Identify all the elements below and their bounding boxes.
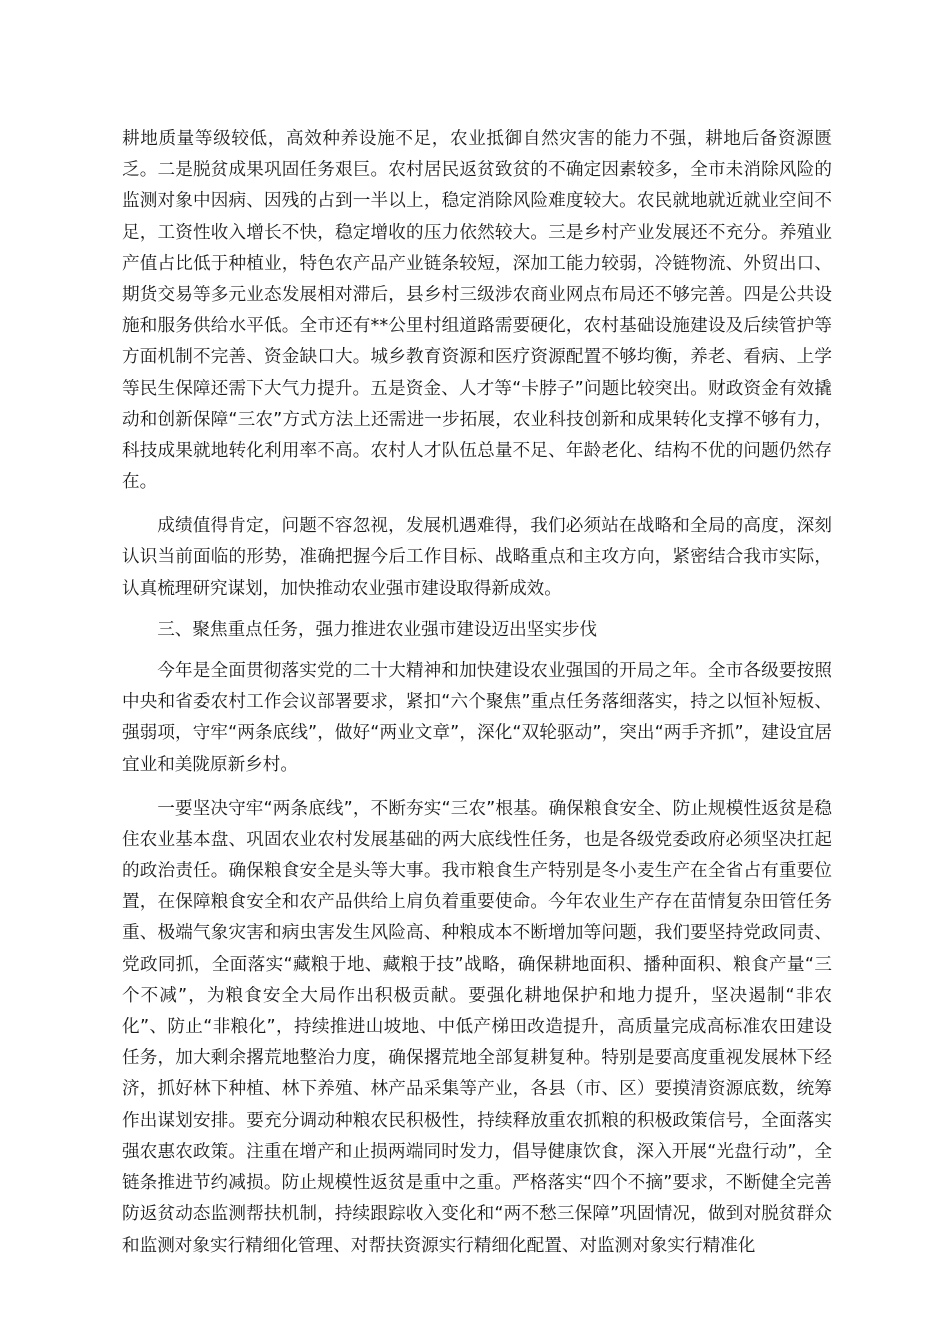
section-heading: 三、聚焦重点任务，强力推进农业强市建设迈出坚实步伐 bbox=[157, 619, 598, 640]
paragraph-task-one: 一要坚决守牢“两条底线”，不断夯实“三农”根基。确保粮食安全、防止规模性返贫是稳住农业基本盘、巩固农业农村发展基础的两大底线性任务，也是各级党委政府必须坚决扛起的政治责任。确保粮食安全是头等大事。我市粮食生产特别是冬小麦生产在全省占有重要位置，在保障粮食安全和农产品供给上肩负着重要使命。今年农业生产存在苗情复杂田管任务重、极端气象灾害和病虫害发生风险高、种粮成本不断增加等问题，我们要坚持党政同责、党政同抓，全面落实“藏粮于地、藏粮于技”战略，确保耕地面积、播种面积、粮食产量“三个不减”，为粮食安全大局作出积极贡献。要强化耕地保护和地力提升，坚决遏制“非农化”、防止“非粮化”，持续推进山坡地、中低产梯田改造提升，高质量完成高标准农田建设任务，加大剩余撂荒地整治力度，确保撂荒地全部复耕复种。特别是要高度重视发展林下经济，抓好林下种植、林下养殖、林产品采集等产业，各县（市、区）要摸清资源底数，统筹作出谋划安排。要充分调动种粮农民积极性，持续释放重农抓粮的积极政策信号，全面落实强农惠农政策。注重在增产和止损两端同时发力，倡导健康饮食，深入开展“光盘行动”，全链条推进节约减损。防止规模性返贫是重中之重。严格落实“四个不摘”要求，不断健全完善防返贫动态监测帮扶机制，持续跟踪收入变化和“两不愁三保障”巩固情况，做到对脱贫群众和监测对象实行精细化管理、对帮扶资源实行精细化配置、对监测对象实行精准化 bbox=[122, 798, 832, 1256]
paragraph-intro: 今年是全面贯彻落实党的二十大精神和加快建设农业强国的开局之年。全市各级要按照中央和省委农村工作会议部署要求，紧扣“六个聚焦”重点任务落细落实，持之以恒补短板、强弱项，守牢“两条底线”，做好“两业文章”，深化“双轮驱动”，突出“两手齐抓”，建设宜居宜业和美陇原新乡村。 bbox=[122, 661, 832, 775]
paragraph-summary: 成绩值得肯定，问题不容忽视，发展机遇难得，我们必须站在战略和全局的高度，深刻认识当前面临的形势，准确把握今后工作目标、战略重点和主攻方向，紧密结合我市实际，认真梳理研究谋划，加快推动农业强市建设取得新成效。 bbox=[122, 516, 832, 599]
paragraph-continuation: 耕地质量等级较低，高效种养设施不足，农业抵御自然灾害的能力不强，耕地后备资源匮乏。二是脱贫成果巩固任务艰巨。农村居民返贫致贫的不确定因素较多，全市未消除风险的监测对象中因病、因残的占到一半以上，稳定消除风险难度较大。农民就地就近就业空间不足，工资性收入增长不快，稳定增收的压力依然较大。三是乡村产业发展还不充分。养殖业产值占比低于种植业，特色农产品产业链条较短，深加工能力较弱，冷链物流、外贸出口、期货交易等多元业态发展相对滞后，县乡村三级涉农商业网点布局还不够完善。四是公共设施和服务供给水平低。全市还有**公里村组道路需要硬化，农村基础设施建设及后续管护等方面机制不完善、资金缺口大。城乡教育资源和医疗资源配置不够均衡，养老、看病、上学等民生保障还需下大气力提升。五是资金、人才等“卡脖子”问题比较突出。财政资金有效撬动和创新保障“三农”方式方法上还需进一步拓展，农业科技创新和成果转化支撑不够有力，科技成果就地转化利用率不高。农村人才队伍总量不足、年龄老化、结构不优的问题仍然存在。 bbox=[122, 129, 832, 493]
document-body bbox=[122, 124, 832, 1262]
